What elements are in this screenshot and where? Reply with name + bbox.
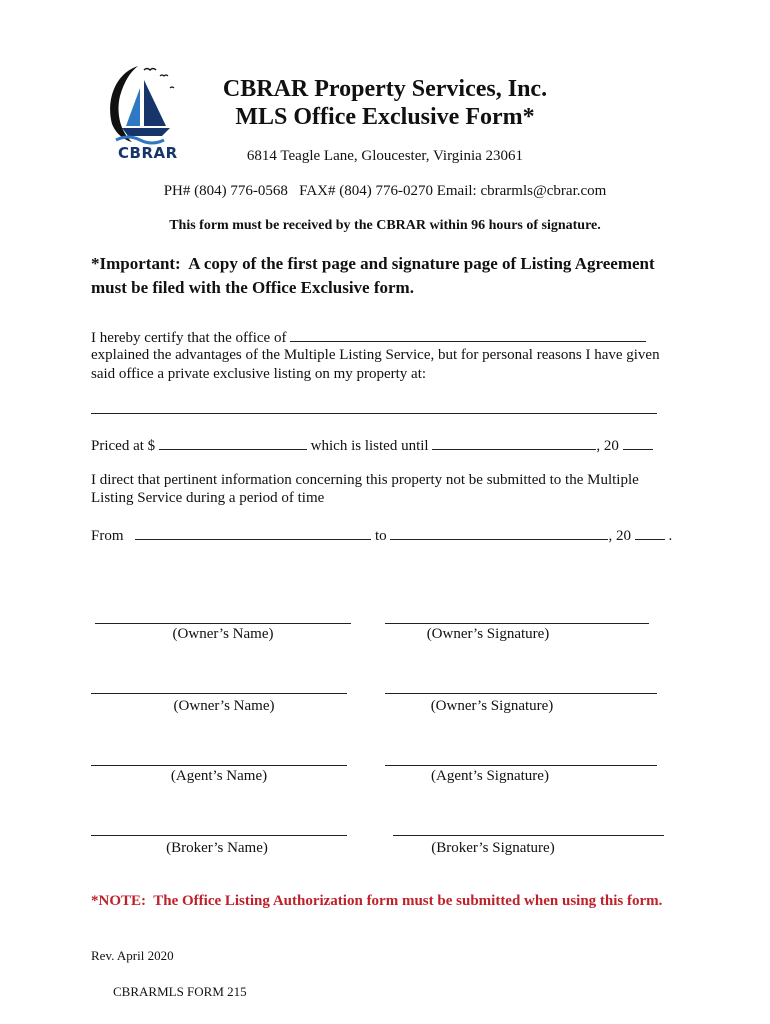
listed-until-date-field[interactable]: [432, 435, 596, 450]
certify-line-1: [91, 327, 691, 348]
listed-until-label: which is listed until: [310, 438, 429, 454]
agent-name-caption: (Agent’s Name): [170, 768, 268, 784]
office-name-field[interactable]: [290, 327, 646, 342]
direct-line-2: Listing Service during a period of time: [91, 490, 325, 506]
broker-name-caption: (Broker’s Name): [166, 840, 268, 856]
logo-text: CBRAR: [118, 144, 178, 162]
form-number: CBRARMLS FORM 215: [113, 984, 247, 999]
form-title: MLS Office Exclusive Form*: [235, 104, 535, 130]
to-label: to: [375, 528, 387, 544]
revision-date: Rev. April 2020: [91, 948, 174, 963]
price-field[interactable]: [159, 435, 307, 450]
period-line: [91, 525, 711, 546]
owner-name-2-field[interactable]: [91, 693, 347, 694]
agent-name-field[interactable]: [91, 765, 347, 766]
period-year-field[interactable]: [635, 525, 665, 540]
property-address-field[interactable]: [91, 413, 657, 414]
note-text: *NOTE: The Office Listing Authorization form must be submitted when using this form.: [91, 893, 663, 909]
important-notice: *Important: A copy of the first page and signature page of Listing Agreement must be filed with the Office Exclusive form.: [91, 254, 659, 297]
certify-line-3: said office a private exclusive listing on my property at:: [91, 366, 427, 382]
owner-signature-2-caption: (Owner’s Signature): [430, 698, 554, 714]
price-prefix: Priced at $: [91, 438, 156, 454]
owner-name-1-caption: (Owner’s Name): [172, 626, 274, 642]
direct-line-1: I direct that pertinent information concerning this property not be submitted to the Multiple: [91, 472, 639, 488]
owner-name-1-field[interactable]: [95, 623, 351, 624]
owner-name-2-caption: (Owner’s Name): [173, 698, 275, 714]
broker-name-field[interactable]: [91, 835, 347, 836]
office-address: 6814 Teagle Lane, Gloucester, Virginia 23061: [246, 148, 524, 164]
period-year-prefix: , 20: [608, 528, 631, 544]
broker-signature-field[interactable]: [393, 835, 664, 836]
price-line: [91, 435, 711, 456]
certify-line-2: explained the advantages of the Multiple Listing Service, but for personal reasons I have given: [91, 347, 660, 363]
deadline-notice: This form must be received by the CBRAR within 96 hours of signature.: [169, 218, 601, 233]
from-date-field[interactable]: [135, 525, 371, 540]
organization-name: CBRAR Property Services, Inc.: [222, 76, 548, 102]
period-end: .: [668, 528, 673, 544]
owner-signature-1-caption: (Owner’s Signature): [426, 626, 550, 642]
contact-info: PH# (804) 776-0568 FAX# (804) 776-0270 Email: cbrarmls@cbrar.com: [163, 183, 607, 199]
agent-signature-caption: (Agent’s Signature): [431, 768, 549, 784]
agent-signature-field[interactable]: [385, 765, 657, 766]
broker-signature-caption: (Broker’s Signature): [431, 840, 555, 856]
year-prefix: , 20: [596, 438, 619, 454]
certify-prefix: I hereby certify that the office of: [91, 330, 287, 346]
owner-signature-2-field[interactable]: [385, 693, 657, 694]
from-label: From: [91, 528, 124, 544]
listed-until-year-field[interactable]: [623, 435, 653, 450]
owner-signature-1-field[interactable]: [385, 623, 649, 624]
to-date-field[interactable]: [390, 525, 608, 540]
